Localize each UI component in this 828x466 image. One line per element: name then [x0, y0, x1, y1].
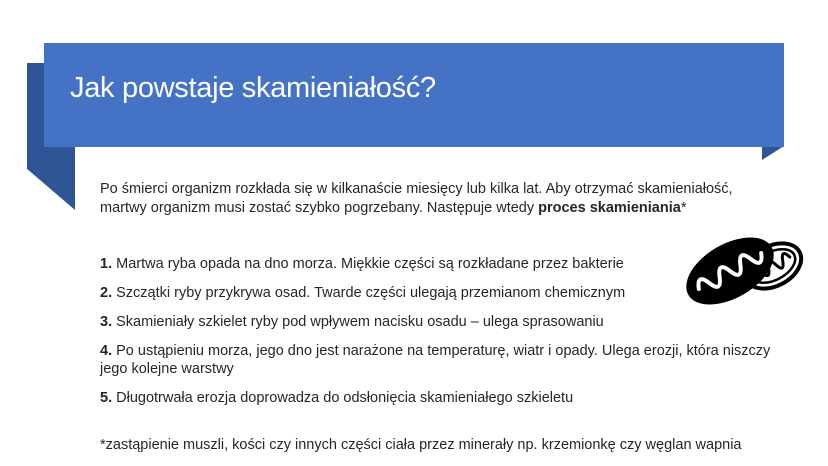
footnote: *zastąpienie muszli, kości czy innych części ciała przez minerały np. krzemionkę czy węglan wapnia: [100, 437, 742, 453]
step-text: Po ustąpieniu morza, jego dno jest narażone na temperaturę, wiatr i opady. Ulega erozji, która niszczy jego kolejne warstwy: [100, 343, 771, 377]
step-number: 5.: [100, 390, 113, 406]
intro-bold-term: proces skamieniania: [538, 200, 681, 216]
step-number: 3.: [100, 314, 113, 330]
list-item: [100, 342, 790, 378]
step-text: Szczątki ryby przykrywa osad. Twarde części ulegają przemianom chemicznym: [116, 285, 626, 301]
list-item: [100, 389, 790, 407]
step-number: 4.: [100, 343, 113, 359]
intro-asterisk: *: [680, 200, 687, 216]
title-ribbon-fold-right: [762, 146, 784, 160]
step-text: Martwa ryba opada na dno morza. Miękkie części są rozkładane przez bakterie: [116, 256, 624, 272]
mitochondria-icon: [678, 216, 810, 316]
step-number: 1.: [100, 256, 113, 272]
intro-text: Po śmierci organizm rozkłada się w kilkanaście miesięcy lub kilka lat. Aby otrzymać skamieniałość, martwy organizm musi zostać szybko pogrzebany. Następuje wtedy: [100, 181, 733, 216]
intro-paragraph: [100, 180, 780, 218]
step-text: Długotrwała erozja doprowadza do odsłonięcia skamieniałego szkieletu: [116, 390, 574, 406]
slide-title: Jak powstaje skamieniałość?: [70, 72, 436, 104]
step-number: 2.: [100, 285, 113, 301]
step-text: Skamieniały szkielet ryby pod wpływem nacisku osadu – ulega sprasowaniu: [116, 314, 604, 330]
